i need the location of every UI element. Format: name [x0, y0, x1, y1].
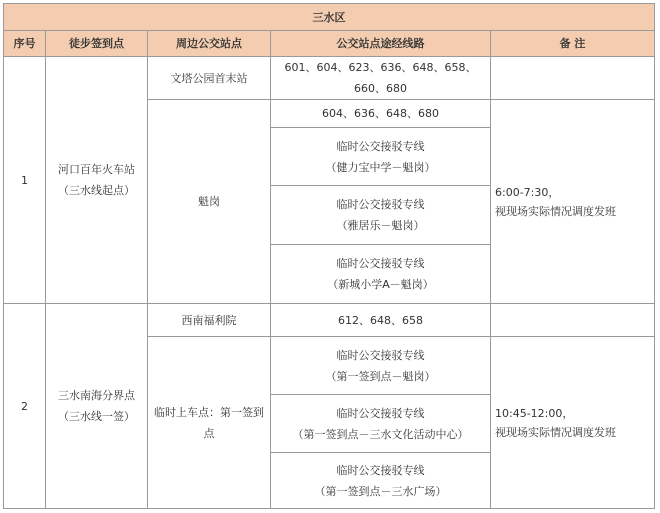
note-empty — [491, 57, 655, 100]
schedule-note: 10:45-12:00， 视现场实际情况调度发班 — [491, 337, 655, 509]
route-list: 612、648、658 — [271, 304, 491, 337]
col-header-routes: 公交站点途经线路 — [271, 31, 491, 57]
shuttle-route: 临时公交接驳专线 （雅居乐－魁岗） — [271, 186, 491, 245]
bus-station: 西南福利院 — [148, 304, 271, 337]
shuttle-route: 临时公交接驳专线 （第一签到点－三水文化活动中心） — [271, 395, 491, 453]
table-title: 三水区 — [4, 4, 655, 31]
shuttle-route: 临时公交接驳专线 （新城小学A－魁岗） — [271, 245, 491, 304]
col-header-note: 备 注 — [491, 31, 655, 57]
bus-station: 文塔公园首末站 — [148, 57, 271, 100]
row-index: 1 — [4, 57, 46, 304]
route-list: 604、636、648、680 — [271, 100, 491, 128]
header-row — [4, 31, 655, 57]
bus-station: 临时上车点：第一签到点 — [148, 337, 271, 509]
col-header-checkin: 徒步签到点 — [46, 31, 148, 57]
shuttle-route: 临时公交接驳专线 （健力宝中学－魁岗） — [271, 128, 491, 186]
route-list: 601、604、623、636、648、658、660、680 — [271, 57, 491, 100]
bus-station: 魁岗 — [148, 100, 271, 304]
checkin-point: 三水南海分界点 （三水线一签） — [46, 304, 148, 509]
row-index: 2 — [4, 304, 46, 509]
table-row — [4, 57, 655, 100]
schedule-note: 6:00-7:30， 视现场实际情况调度发班 — [491, 100, 655, 304]
checkin-point: 河口百年火车站 （三水线起点） — [46, 57, 148, 304]
table-row — [4, 304, 655, 337]
col-header-stations: 周边公交站点 — [148, 31, 271, 57]
note-empty — [491, 304, 655, 337]
shuttle-route: 临时公交接驳专线 （第一签到点－三水广场） — [271, 453, 491, 509]
col-header-index: 序号 — [4, 31, 46, 57]
route-table — [3, 3, 655, 509]
shuttle-route: 临时公交接驳专线 （第一签到点－魁岗） — [271, 337, 491, 395]
